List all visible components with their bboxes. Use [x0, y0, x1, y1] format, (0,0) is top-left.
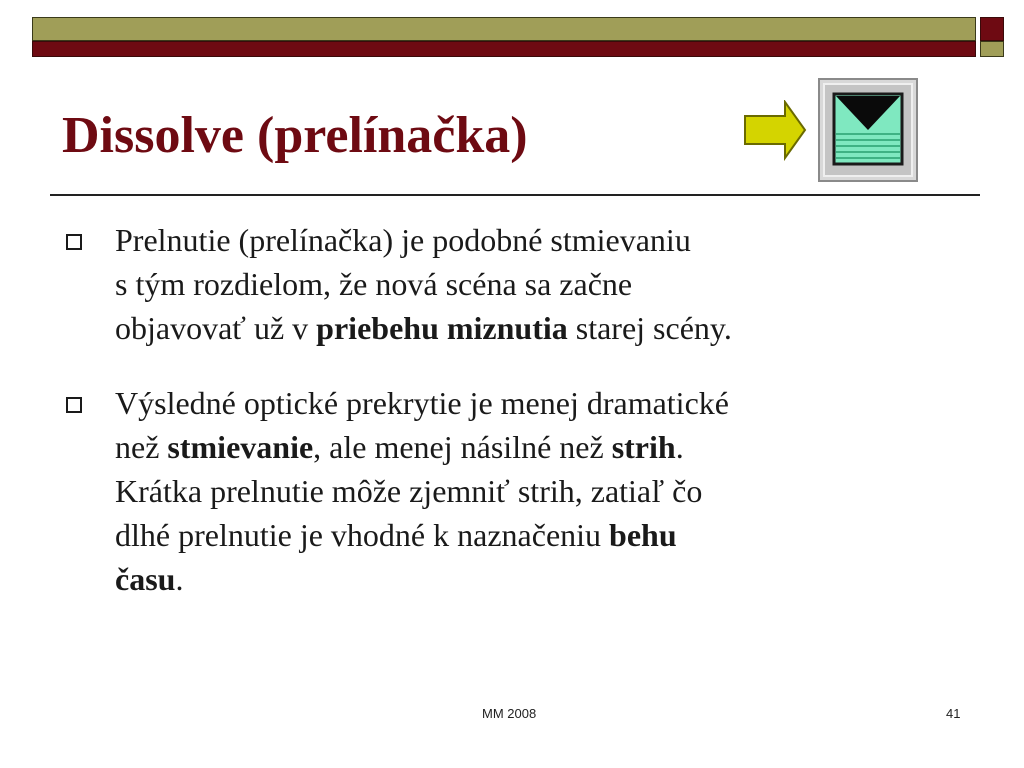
bullet-text: [115, 381, 975, 601]
top-banner-red: [32, 41, 976, 57]
bullet-line: [115, 218, 975, 262]
footer-text: MM 2008: [482, 706, 537, 721]
bullet-line: [115, 469, 975, 513]
right-arrow-icon: [743, 100, 807, 162]
text-run: .: [175, 561, 184, 597]
bullet-line: [115, 513, 975, 557]
bold-text: behu: [609, 517, 677, 553]
square-bullet-icon: [66, 234, 82, 250]
text-run: objavovať už v: [115, 310, 317, 346]
bold-text: strih: [611, 429, 676, 465]
text-run: než: [115, 429, 168, 465]
text-run: Výsledné optické prekrytie je menej dramatické: [115, 385, 729, 421]
text-run: Prelnutie (prelínačka) je podobné stmievaniu: [115, 222, 691, 258]
slide-title: Dissolve (prelínačka): [62, 107, 528, 164]
top-banner-olive: [32, 17, 976, 41]
bold-text: priebehu miznutia: [316, 310, 568, 346]
text-run: .: [675, 429, 684, 465]
title-divider: [50, 194, 980, 196]
text-run: starej scény.: [567, 310, 732, 346]
square-bullet-icon: [66, 397, 82, 413]
bullet-line: [115, 381, 975, 425]
bullet-line: [115, 425, 975, 469]
bullet-line: [115, 557, 975, 601]
bullet-line: [115, 262, 975, 306]
dissolve-transition-icon: [818, 78, 918, 182]
page-number: 41: [946, 706, 961, 721]
bullet-line: [115, 306, 975, 350]
text-run: , ale menej násilné než: [313, 429, 612, 465]
text-run: Krátka prelnutie môže zjemniť strih, zatiaľ čo: [115, 473, 703, 509]
text-run: s tým rozdielom, že nová scéna sa začne: [115, 266, 633, 302]
corner-square-red: [980, 17, 1004, 41]
corner-square-olive: [980, 41, 1004, 57]
bullet-text: [115, 218, 975, 350]
bold-text: stmievanie: [167, 429, 314, 465]
bold-text: času: [115, 561, 176, 597]
text-run: dlhé prelnutie je vhodné k naznačeniu: [115, 517, 610, 553]
